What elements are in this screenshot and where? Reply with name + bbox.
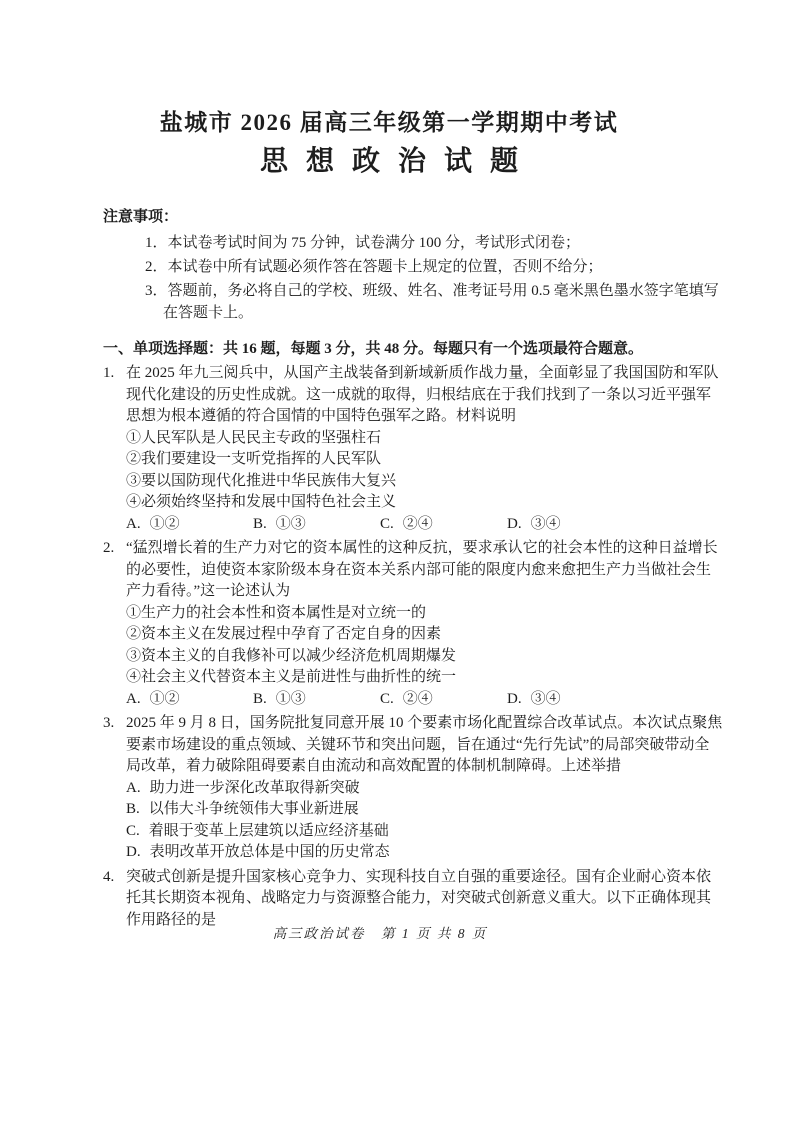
question-2: [103, 538, 718, 710]
notice-item-3: 3．答题前，务必将自己的学校、班级、姓名、准考证号用 0.5 毫米黑色墨水签字笔填写在答题卡上。: [145, 283, 719, 321]
question-4-number: 4.: [103, 868, 115, 885]
question-2-stem: [103, 538, 724, 603]
exam-subtitle: 思想政治试题: [259, 146, 536, 177]
exam-header: [109, 108, 669, 180]
choice-label: B.: [253, 690, 267, 707]
question-1-stem-text: 在 2025 年九三阅兵中，从国产主战装备到新域新质作战力量，全面彰显了我国国防和军队现代化建设的历史性成就。这一成就的取得，归根结底在于我们找到了一条以习近平强军思想为根本遵循的符合国情的中国特色强军之路。材料说明: [126, 365, 719, 424]
notice-section: [103, 206, 719, 324]
question-1: [103, 363, 719, 535]
question-3-choice-b: [126, 799, 703, 821]
section-one-heading: 一、单项选择题：共 16 题，每题 3 分，共 48 分。每题只有一个选项最符合题意。: [103, 341, 644, 357]
question-2-choice-d: [507, 689, 634, 711]
question-1-statement-3: ③要以国防现代化推进中华民族伟大复兴: [126, 472, 397, 489]
question-2-stem-text: “猛烈增长着的生产力对它的资本属性的这种反抗，要求承认它的社会本性的这种日益增长的必要性，迫使资本家阶级本身在资本关系内部可能的限度内愈来愈把生产力当做社会生产力看待。”这一论述认为: [126, 540, 718, 599]
choice-label: C.: [380, 515, 394, 532]
choice-label: B.: [253, 515, 267, 532]
question-1-number: 1.: [103, 365, 115, 381]
question-2-choice-b: [253, 689, 380, 711]
choice-text: 表明改革开放总体是中国的历史常态: [149, 844, 390, 860]
notice-list: [103, 232, 719, 324]
choice-text: 以伟大斗争统领伟大事业新进展: [148, 801, 359, 817]
choice-text: ①③: [275, 515, 306, 532]
choice-label: C.: [380, 690, 394, 707]
question-2-choices: [126, 689, 703, 711]
choice-label: D.: [507, 690, 522, 707]
question-3-stem: [103, 713, 724, 778]
question-2-number: 2.: [103, 540, 115, 556]
question-2-statement-2: ②资本主义在发展过程中孕育了否定自身的因素: [126, 626, 442, 642]
choice-text: 助力进一步深化改革取得新突破: [149, 779, 360, 796]
choice-text: 着眼于变革上层建筑以适应经济基础: [148, 822, 389, 839]
notice-heading: 注意事项：: [103, 209, 179, 225]
choice-text: ①②: [149, 515, 180, 532]
question-2-choice-a: [126, 689, 253, 711]
question-1-choices: [126, 514, 703, 536]
choice-text: ③④: [530, 515, 561, 532]
choice-text: ③④: [530, 690, 561, 707]
choice-text: ①③: [275, 690, 306, 707]
choice-label: D.: [126, 844, 141, 860]
question-2-statement-3: ③资本主义的自我修补可以减少经济危机周期爆发: [126, 647, 457, 664]
question-2-statement-4: ④社会主义代替资本主义是前进性与曲折性的统一: [126, 669, 457, 685]
question-1-statement-1: ①人民军队是人民民主专政的坚强柱石: [126, 429, 382, 446]
page-footer: 高三政治试卷 第 1 页 共 8 页: [272, 926, 488, 941]
question-3-choice-d: [126, 842, 703, 864]
question-1-choice-b: [253, 514, 380, 536]
question-3-stem-text: 2025 年 9 月 8 日，国务院批复同意开展 10 个要素市场化配置综合改革试点。本次试点聚焦要素市场建设的重点领域、关键环节和突出问题，旨在通过“先行先试”的局部突破带动全局改革，着力破除阻碍要素自由流动和高效配置的体制机制障碍。上述举措: [126, 715, 723, 774]
choice-text: ①②: [149, 690, 180, 707]
choice-text: ②④: [402, 515, 433, 532]
choice-label: A.: [126, 779, 141, 796]
question-list: [103, 363, 723, 931]
choice-text: ②④: [402, 690, 433, 707]
question-3-choice-c: [126, 821, 703, 843]
notice-item-1: 1．本试卷考试时间为 75 分钟，试卷满分 100 分，考试形式闭卷；: [145, 235, 581, 251]
exam-title: 盐城市 2026 届高三年级第一学期期中考试: [159, 110, 619, 135]
question-1-statement-2: ②我们要建设一支听党指挥的人民军队: [126, 451, 382, 467]
choice-label: C.: [126, 822, 140, 839]
choice-label: D.: [507, 515, 522, 532]
question-1-choice-d: [507, 514, 634, 536]
notice-item-2: 2．本试卷中所有试题必须作答在答题卡上规定的位置，否则不给分；: [145, 259, 603, 275]
question-1-statement-4: ④必须始终坚持和发展中国特色社会主义: [126, 494, 397, 510]
question-2-statement-1: ①生产力的社会本性和资本属性是对立统一的: [126, 604, 427, 621]
question-1-choice-c: [380, 514, 507, 536]
question-1-stem: [103, 363, 724, 428]
question-3-number: 3.: [103, 715, 115, 731]
choice-label: B.: [126, 801, 140, 817]
question-4-stem-text: 突破式创新是提升国家核心竞争力、实现科技自立自强的重要途径。国有企业耐心资本依托其长期资本视角、战略定力与资源整合能力，对突破式创新意义重大。以下正确体现其作用路径的是: [126, 868, 712, 928]
question-3: [103, 713, 723, 864]
question-2-choice-c: [380, 689, 507, 711]
choice-label: A.: [126, 515, 141, 532]
question-3-choice-a: [126, 778, 703, 800]
choice-label: A.: [126, 690, 141, 707]
question-1-choice-a: [126, 514, 253, 536]
